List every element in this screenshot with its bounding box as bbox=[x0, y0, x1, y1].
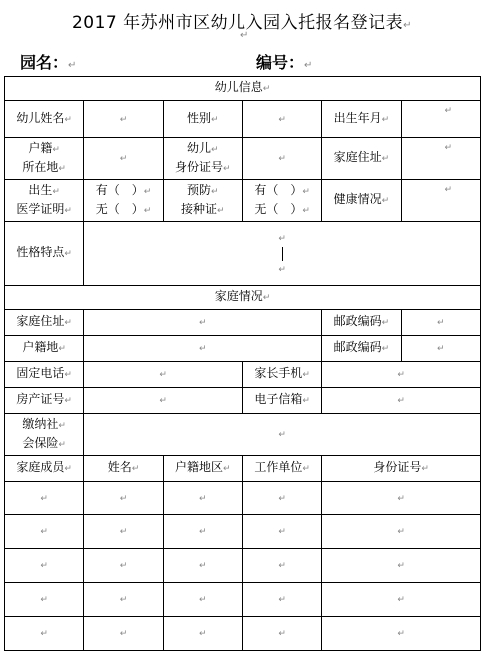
paragraph-mark: ↵ bbox=[119, 493, 128, 504]
label-text: 缴纳社 bbox=[22, 416, 59, 431]
garden-name-label bbox=[20, 50, 76, 73]
garden-name-label-text: 园名： bbox=[20, 53, 69, 72]
paragraph-mark: ↵ bbox=[302, 464, 310, 474]
paragraph-mark: ↵ bbox=[64, 396, 72, 406]
paragraph-mark: ↵ bbox=[159, 396, 167, 406]
paragraph-mark: ↵ bbox=[199, 318, 207, 328]
hukou-location-label bbox=[5, 138, 84, 180]
member-cell[interactable] bbox=[163, 617, 242, 651]
column-header-text: 家庭成员 bbox=[16, 460, 65, 474]
label-text: 房产证号 bbox=[16, 392, 65, 406]
paragraph-mark: ↵ bbox=[302, 186, 310, 197]
paragraph-mark: ↵ bbox=[199, 595, 207, 605]
paragraph-mark: ↵ bbox=[444, 143, 452, 153]
label-text: 电子信箱 bbox=[254, 392, 303, 406]
family-home-address-label bbox=[5, 310, 84, 336]
member-cell[interactable] bbox=[242, 583, 321, 617]
home-address-label bbox=[322, 138, 401, 180]
paragraph-mark: ↵ bbox=[199, 493, 207, 504]
paragraph-mark: ↵ bbox=[68, 60, 77, 71]
section-title-text: 幼儿信息 bbox=[214, 80, 263, 94]
paragraph-mark: ↵ bbox=[302, 370, 310, 380]
member-cell[interactable] bbox=[322, 549, 481, 583]
health-label bbox=[322, 180, 401, 222]
paragraph-mark: ↵ bbox=[64, 205, 72, 216]
paragraph-mark: ↵ bbox=[397, 629, 405, 639]
paragraph-mark: ↵ bbox=[240, 30, 249, 41]
parent-mobile-field[interactable] bbox=[322, 362, 481, 388]
section-title-text: 家庭情况 bbox=[214, 289, 263, 303]
member-cell[interactable] bbox=[84, 583, 163, 617]
paragraph-mark: ↵ bbox=[278, 629, 286, 639]
member-cell[interactable] bbox=[163, 515, 242, 549]
label-text: 会保险 bbox=[22, 435, 59, 450]
paragraph-mark: ↵ bbox=[199, 629, 207, 639]
member-row bbox=[5, 549, 481, 583]
birth-date-label bbox=[322, 101, 401, 138]
child-name-field[interactable] bbox=[84, 101, 163, 138]
hukou-place-label bbox=[5, 336, 84, 362]
member-cell[interactable] bbox=[5, 617, 84, 651]
birth-date-field[interactable] bbox=[401, 101, 480, 138]
paragraph-mark: ↵ bbox=[58, 420, 66, 431]
personality-label bbox=[5, 222, 84, 286]
member-cell[interactable] bbox=[5, 482, 84, 515]
paragraph-mark: ↵ bbox=[302, 396, 310, 406]
member-cell[interactable] bbox=[163, 583, 242, 617]
paragraph-mark: ↵ bbox=[52, 186, 60, 197]
label-text: 出生 bbox=[28, 182, 53, 197]
paragraph-mark: ↵ bbox=[278, 493, 286, 504]
paragraph-mark: ↵ bbox=[381, 196, 390, 206]
paragraph-mark: ↵ bbox=[397, 595, 405, 605]
text-cursor bbox=[282, 247, 283, 261]
member-cell[interactable] bbox=[5, 549, 84, 583]
child-name-label bbox=[5, 101, 84, 138]
postcode-field[interactable] bbox=[401, 310, 480, 336]
hukou-place-field[interactable] bbox=[84, 336, 322, 362]
members-header-hukou bbox=[163, 456, 242, 482]
health-field[interactable] bbox=[401, 180, 480, 222]
paragraph-mark: ↵ bbox=[437, 318, 445, 328]
member-cell[interactable] bbox=[5, 583, 84, 617]
paragraph-mark: ↵ bbox=[119, 114, 128, 125]
child-info-section-title bbox=[5, 77, 481, 101]
paragraph-mark: ↵ bbox=[58, 163, 66, 174]
paragraph-mark: ↵ bbox=[131, 464, 140, 474]
paragraph-mark: ↵ bbox=[199, 344, 207, 354]
vaccination-certificate-label bbox=[163, 180, 242, 222]
paragraph-mark: ↵ bbox=[444, 185, 452, 195]
birth-certificate-label bbox=[5, 180, 84, 222]
paragraph-mark: ↵ bbox=[304, 60, 313, 71]
paragraph-mark: ↵ bbox=[64, 370, 72, 380]
paragraph-mark: ↵ bbox=[262, 84, 271, 94]
member-cell[interactable] bbox=[322, 482, 481, 515]
property-cert-label bbox=[5, 388, 84, 414]
member-cell[interactable] bbox=[84, 617, 163, 651]
label-text: 预防 bbox=[187, 182, 212, 197]
members-header-id bbox=[322, 456, 481, 482]
label-text: 家庭住址 bbox=[16, 314, 65, 328]
column-header-text: 工作单位 bbox=[254, 460, 303, 474]
member-cell[interactable] bbox=[84, 515, 163, 549]
label-text: 医学证明 bbox=[16, 201, 65, 216]
members-header-workplace bbox=[242, 456, 321, 482]
paragraph-mark: ↵ bbox=[40, 595, 48, 605]
member-cell[interactable] bbox=[84, 549, 163, 583]
social-insurance-label bbox=[5, 414, 84, 456]
member-cell[interactable] bbox=[322, 617, 481, 651]
landline-label bbox=[5, 362, 84, 388]
paragraph-mark: ↵ bbox=[278, 264, 286, 275]
paragraph-mark: ↵ bbox=[40, 561, 48, 571]
parent-mobile-label bbox=[242, 362, 321, 388]
paragraph-mark: ↵ bbox=[302, 205, 310, 216]
label-text: 出生年月 bbox=[333, 110, 382, 125]
members-header-name bbox=[84, 456, 163, 482]
personality-field[interactable] bbox=[84, 222, 481, 286]
child-id-label bbox=[163, 138, 242, 180]
paragraph-mark: ↵ bbox=[64, 318, 72, 328]
member-row bbox=[5, 515, 481, 549]
paragraph-mark: ↵ bbox=[278, 430, 286, 440]
label-text: 接种证 bbox=[181, 201, 218, 216]
paragraph-mark: ↵ bbox=[199, 527, 207, 537]
paragraph-mark: ↵ bbox=[119, 561, 128, 571]
paragraph-mark: ↵ bbox=[119, 527, 128, 537]
property-cert-field[interactable] bbox=[84, 388, 243, 414]
paragraph-mark: ↵ bbox=[119, 629, 128, 639]
paragraph-mark: ↵ bbox=[437, 344, 445, 354]
label-text: 性格特点 bbox=[16, 245, 65, 259]
paragraph-mark: ↵ bbox=[40, 629, 48, 639]
label-text: 幼儿 bbox=[187, 140, 212, 155]
option-has[interactable]: 有（ ） bbox=[254, 182, 303, 197]
member-row bbox=[5, 583, 481, 617]
gender-field[interactable] bbox=[242, 101, 321, 138]
number-label-text: 编号： bbox=[256, 53, 305, 72]
paragraph-mark: ↵ bbox=[58, 344, 66, 354]
paragraph-mark: ↵ bbox=[58, 439, 66, 450]
form-title-text: 2017 年苏州市区幼儿入园入托报名登记表 bbox=[71, 13, 404, 33]
paragraph-mark: ↵ bbox=[278, 114, 286, 125]
paragraph-mark: ↵ bbox=[381, 154, 390, 164]
paragraph-mark: ↵ bbox=[381, 114, 390, 125]
postcode-label bbox=[322, 310, 401, 336]
members-header-member bbox=[5, 456, 84, 482]
family-home-address-field[interactable] bbox=[84, 310, 322, 336]
paragraph-mark: ↵ bbox=[421, 464, 429, 474]
paragraph-mark: ↵ bbox=[444, 106, 452, 116]
paragraph-mark: ↵ bbox=[64, 249, 72, 259]
member-cell[interactable] bbox=[322, 583, 481, 617]
paragraph-mark: ↵ bbox=[278, 561, 286, 571]
paragraph-mark: ↵ bbox=[217, 205, 225, 216]
member-cell[interactable] bbox=[84, 482, 163, 515]
paragraph-mark: ↵ bbox=[278, 527, 286, 537]
label-text: 家庭住址 bbox=[333, 150, 382, 164]
member-cell[interactable] bbox=[322, 515, 481, 549]
member-cell[interactable] bbox=[242, 515, 321, 549]
label-text: 固定电话 bbox=[16, 366, 65, 380]
paragraph-mark: ↵ bbox=[397, 396, 405, 406]
paragraph-mark: ↵ bbox=[119, 154, 128, 164]
email-field[interactable] bbox=[322, 388, 481, 414]
member-row bbox=[5, 617, 481, 651]
label-text: 所在地 bbox=[22, 159, 59, 174]
paragraph-mark: ↵ bbox=[52, 144, 60, 155]
paragraph-mark: ↵ bbox=[381, 344, 390, 354]
landline-field[interactable] bbox=[84, 362, 243, 388]
column-header-text: 姓名 bbox=[107, 460, 132, 474]
member-row bbox=[5, 482, 481, 515]
gender-label bbox=[163, 101, 242, 138]
label-text: 邮政编码 bbox=[333, 340, 382, 354]
paragraph-mark: ↵ bbox=[143, 186, 152, 197]
family-info-section-title bbox=[5, 286, 481, 310]
member-cell[interactable] bbox=[242, 549, 321, 583]
label-text: 户籍地 bbox=[22, 340, 59, 354]
paragraph-mark: ↵ bbox=[397, 370, 405, 380]
paragraph-mark: ↵ bbox=[119, 595, 128, 605]
paragraph-mark: ↵ bbox=[143, 205, 152, 216]
column-header-text: 身份证号 bbox=[373, 460, 422, 474]
member-cell[interactable] bbox=[242, 617, 321, 651]
member-cell[interactable] bbox=[163, 549, 242, 583]
paragraph-mark: ↵ bbox=[278, 595, 286, 605]
column-header-text: 户籍地区 bbox=[175, 460, 224, 474]
paragraph-mark: ↵ bbox=[278, 234, 286, 245]
paragraph-mark: ↵ bbox=[262, 293, 271, 303]
paragraph-mark: ↵ bbox=[381, 318, 390, 328]
paragraph-mark: ↵ bbox=[64, 114, 72, 125]
registration-table bbox=[4, 76, 481, 651]
paragraph-mark: ↵ bbox=[278, 154, 286, 164]
paragraph-mark: ↵ bbox=[199, 561, 207, 571]
child-id-field[interactable] bbox=[242, 138, 321, 180]
postcode-label-2 bbox=[322, 336, 401, 362]
postcode-field-2[interactable] bbox=[401, 336, 480, 362]
label-text: 家长手机 bbox=[254, 366, 303, 380]
paragraph-mark: ↵ bbox=[40, 527, 48, 537]
label-text: 健康情况 bbox=[333, 192, 382, 206]
paragraph-mark: ↵ bbox=[397, 527, 405, 537]
option-none[interactable]: 无（ ） bbox=[95, 201, 144, 216]
vaccination-certificate-choice[interactable] bbox=[242, 180, 321, 222]
paragraph-mark: ↵ bbox=[397, 561, 405, 571]
number-label bbox=[256, 50, 312, 73]
paragraph-mark: ↵ bbox=[223, 464, 231, 474]
paragraph-mark: ↵ bbox=[397, 493, 405, 504]
label-text: 幼儿姓名 bbox=[16, 110, 65, 125]
member-cell[interactable] bbox=[242, 482, 321, 515]
label-text: 性别 bbox=[187, 110, 212, 125]
paragraph-mark: ↵ bbox=[223, 163, 231, 174]
label-text: 身份证号 bbox=[175, 159, 224, 174]
birth-certificate-choice[interactable] bbox=[84, 180, 163, 222]
label-text: 邮政编码 bbox=[333, 314, 382, 328]
option-has[interactable]: 有（ ） bbox=[95, 182, 144, 197]
member-cell[interactable] bbox=[5, 515, 84, 549]
paragraph-mark: ↵ bbox=[64, 464, 72, 474]
paragraph-mark: ↵ bbox=[211, 114, 219, 125]
paragraph-mark: ↵ bbox=[159, 370, 167, 380]
paragraph-mark: ↵ bbox=[403, 20, 413, 31]
member-cell[interactable] bbox=[163, 482, 242, 515]
home-address-field[interactable] bbox=[401, 138, 480, 180]
social-insurance-field[interactable] bbox=[84, 414, 481, 456]
email-label bbox=[242, 388, 321, 414]
paragraph-mark: ↵ bbox=[211, 144, 219, 155]
paragraph-mark: ↵ bbox=[40, 493, 48, 504]
hukou-location-field[interactable] bbox=[84, 138, 163, 180]
option-none[interactable]: 无（ ） bbox=[254, 201, 303, 216]
paragraph-mark: ↵ bbox=[211, 186, 219, 197]
label-text: 户籍 bbox=[28, 140, 53, 155]
